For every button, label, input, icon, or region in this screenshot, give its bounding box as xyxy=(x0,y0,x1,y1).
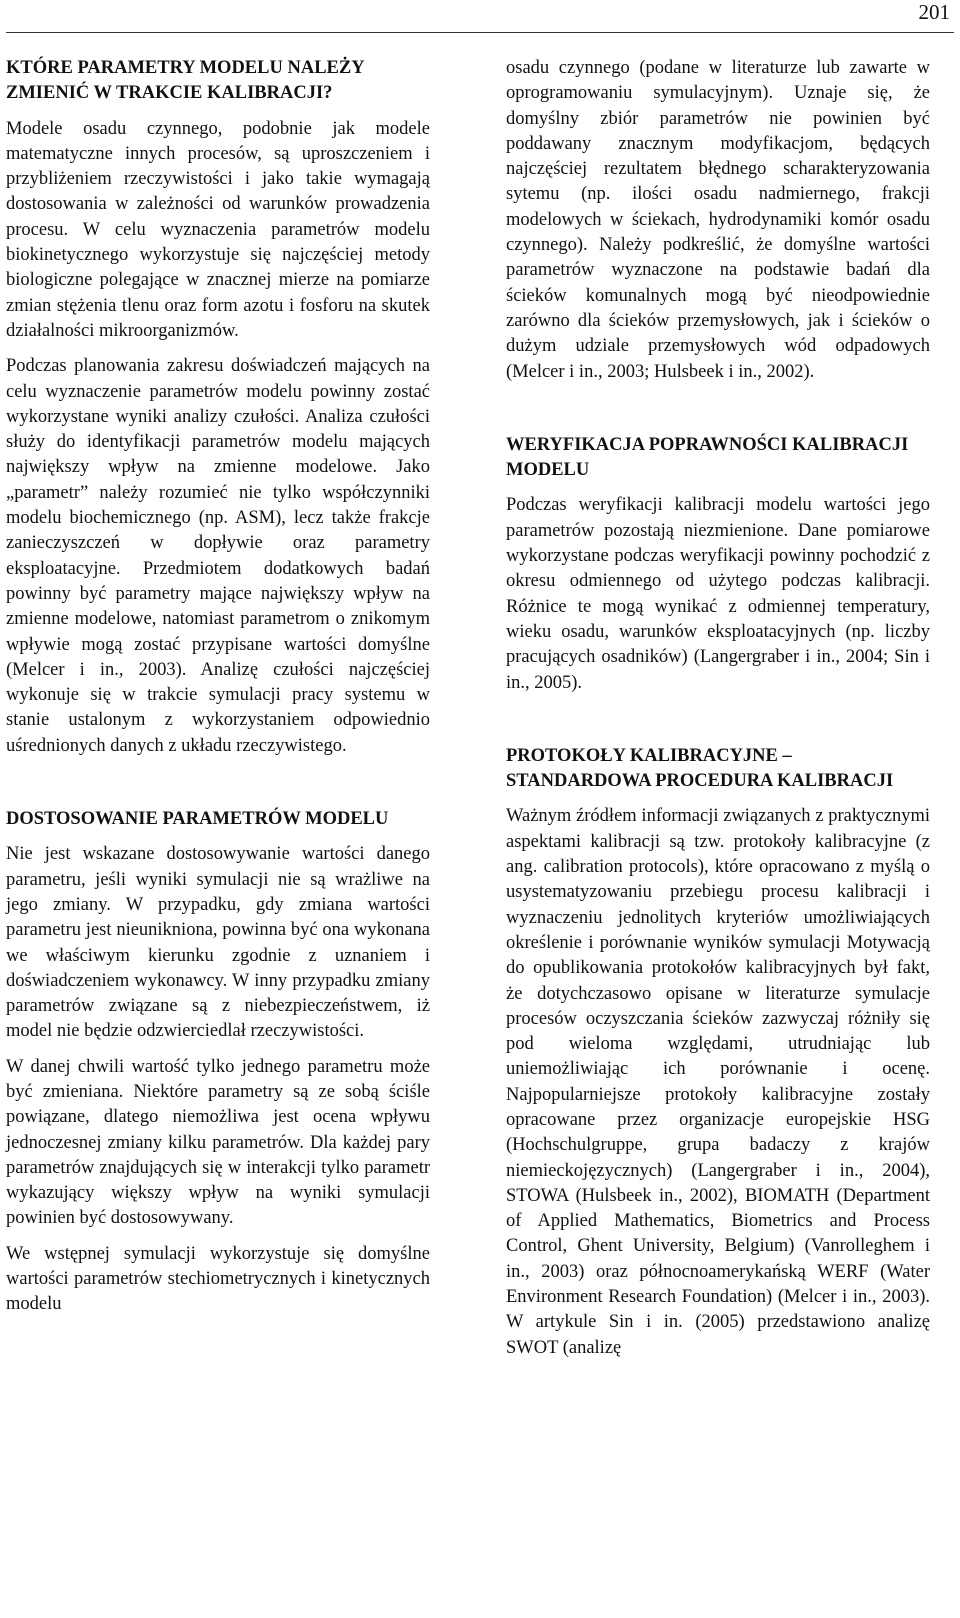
paragraph: Podczas weryfikacji kalibracji modelu wartości jego parametrów pozostają niezmienione. Dane pomiarowe wykorzystane podczas weryfikacji powinny pochodzić z okresu odmiennego od użytego podczas kalibracji. Różnice te mogą wynikać z odmiennej temperatury, wieku osadu, warunków eksploatacyjnych (np. liczby pracujących osadników) (Langergraber i in., 2004; Sin i in., 2005). xyxy=(506,495,930,693)
paragraph: W danej chwili wartość tylko jednego parametru może być zmieniana. Niektóre parametry są ze sobą ściśle powiązane, dlatego niemożliwa jest ocena wpływu jednoczesnej zmiany kilku parametrów. Dla każdej pary parametrów znajdujących się w interakcji tylko parametr wykazujący większy wpływ na wyniki symulacji powinien być dostosowywany. xyxy=(6,1056,430,1229)
section-heading-calibration-verification: WERYFIKACJA POPRAWNOŚCI KALIBRACJI MODELU xyxy=(506,434,909,481)
paragraph: Podczas planowania zakresu doświadczeń mających na celu wyznaczenie parametrów modelu powinny zostać wykorzystane wyniki analizy czułości. Analiza czułości służy do identyfikacji parametrów modelu mających największy wpływ na zmienne modelowe. Jako „parametr” należy rozumieć nie tylko współczynniki modelu biochemicznego (np. ASM), lecz także frakcje zanieczyszczeń w dopływie oraz parametry eksploatacyjne. Przedmiotem dodatkowych badań powinny być parametry mające największy wpływ na zmienne modelowe, natomiast parametrom o znikomym wpływie mogą zostać przypisane wartości domyślne (Melcer i in., 2003). Analizę czułości najczęściej wykonuje się w trakcie symulacji pracy systemu w stanie ustalonym z wykorzystaniem odpowiednio uśrednionych danych z układu rzeczywistego. xyxy=(6,356,430,756)
header-rule xyxy=(6,32,954,33)
paragraph: Nie jest wskazane dostosowywanie wartości danego parametru, jeśli wyniki symulacji nie są wrażliwe na jego zmiany. W przypadku, gdy zmiana wartości parametru jest nieunikniona, powinna być ona wykonana we właściwym kierunku zgodnie z uznaniem i doświadczeniem wykonawcy. W inny przypadku zmiany parametrów związane są z niebezpieczeństwem, iż model nie będzie odzwierciedlał rzeczywistości. xyxy=(6,844,430,1042)
paragraph: We wstępnej symulacji wykorzystuje się domyślne wartości parametrów stechiometrycznych i kinetycznych modelu xyxy=(6,1243,430,1315)
section-heading-parameter-adjustment: DOSTOSOWANIE PARAMETRÓW MODELU xyxy=(6,809,389,830)
paragraph-continuation: osadu czynnego (podane w literaturze lub zawarte w oprogramowaniu symulacyjnym). Uznaje się, że domyślny zbiór parametrów nie powinien być poddawany znacznym modyfikacjom, będących najczęściej rezultatem błędnego scharakteryzowania sytemu (np. ilości osadu nadmiernego, frakcji modelowych w ściekach, hydrodynamiki komór osadu czynnego). Należy podkreślić, że domyślne wartości parametrów wyznaczone na podstawie badań dla ścieków komunalnych mogą być nieodpowiednie zarówno dla ścieków przemysłowych, jak i ścieków o dużym udziale przemysłowych wód odpadowych (Melcer i in., 2003; Hulsbeek i in., 2002). xyxy=(506,58,930,382)
left-column xyxy=(6,56,430,1318)
page-number: 201 xyxy=(918,0,950,24)
paragraph: Ważnym źródłem informacji związanych z praktycznymi aspektami kalibracji są tzw. protokoły kalibracyjne (z ang. calibration protocols), które opracowano z myślą o usystematyzowaniu przebiegu procesu kalibracji i wyznaczeniu jednolitych kryteriów umożliwiających określenie i porównanie wyników symulacji Motywacją do opublikowania protokołów kalibracyjnych był fakt, że dotychczasowo opisane w literaturze symulacje procesów oczyszczania ścieków zazwyczaj różniły się pod wieloma względami, utrudniając lub uniemożliwiając ich porównanie i ocenę. Najpopularniejsze protokoły kalibracyjne zostały opracowane przez organizacje europejskie HSG (Hochschulgruppe, grupa badaczy z krajów niemieckojęzycznych) (Langergraber i in., 2004), STOWA (Hulsbeek in., 2002), BIOMATH (Department of Applied Mathematics, Biometrics and Process Control, Ghent University, Belgium) (Vanrolleghem i in., 2003) oraz północnoamerykańską WERF (Water Environment Research Foundation) (Melcer i in., 2003). W artykule Sin i in. (2005) przedstawiono analizę SWOT (analizę xyxy=(506,806,930,1358)
section-heading-calibration-protocols: PROTOKOŁY KALIBRACYJNE – STANDARDOWA PROCEDURA KALIBRACJI xyxy=(506,745,894,792)
paragraph: Modele osadu czynnego, podobnie jak modele matematyczne innych procesów, są uproszczeniem i przybliżeniem rzeczywistości i jako takie wymagają dostosowania w zależności od warunków prowadzenia procesu. W celu wyznaczenia parametrów modelu biokinetycznego wykorzystuje się najczęściej metody biologiczne polegające w znacznej mierze na pomiarze zmian stężenia tlenu oraz form azotu i fosforu na skutek działalności mikroorganizmów. xyxy=(6,118,430,341)
right-column xyxy=(506,56,930,1361)
section-heading-parameters-to-change: KTÓRE PARAMETRY MODELU NALEŻY ZMIENIĆ W TRAKCIE KALIBRACJI? xyxy=(6,58,364,104)
